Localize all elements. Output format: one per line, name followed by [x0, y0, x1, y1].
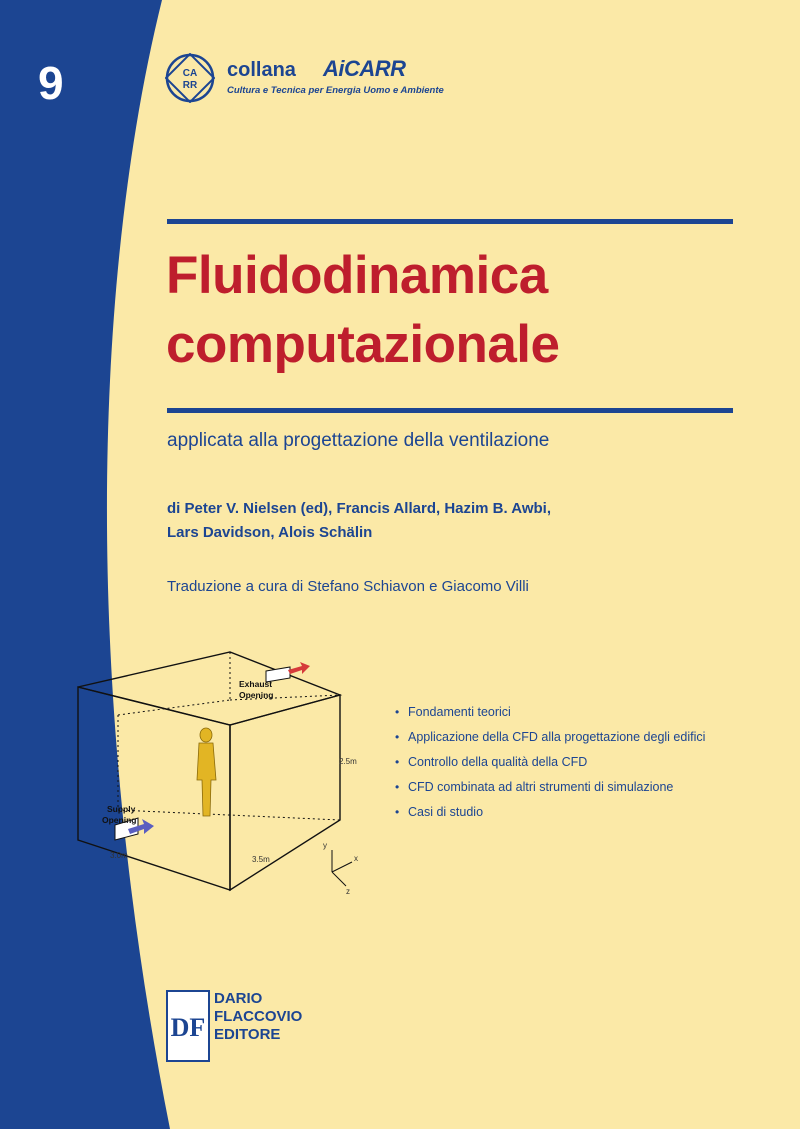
authors-line-2: Lars Davidson, Alois Schälin — [167, 524, 373, 541]
translation-credit: Traduzione a cura di Stefano Schiavon e Giacomo Villi — [167, 578, 529, 595]
list-item: • Applicazione della CFD alla progettazione degli edifici — [395, 725, 705, 750]
list-item: • Fondamenti teorici — [395, 700, 705, 725]
bullet-icon: • — [395, 730, 400, 744]
publisher-logo-icon — [166, 990, 210, 1062]
bullet-icon: • — [395, 755, 400, 769]
exhaust-opening — [266, 662, 310, 682]
svg-text:CA: CA — [182, 68, 198, 79]
bullet-icon: • — [395, 780, 400, 794]
title-line-1: Fluidodinamica — [166, 246, 548, 305]
series-tagline: Cultura e Tecnica per Energia Uomo e Ambiente — [227, 85, 444, 96]
authors — [167, 497, 647, 545]
authors-line-1: di Peter V. Nielsen (ed), Francis Allard, Hazim B. Awbi, — [167, 500, 552, 517]
series-label: collana — [227, 59, 296, 81]
list-item: • CFD combinata ad altri strumenti di simulazione — [395, 775, 705, 800]
height-dimension: 2.5m — [339, 757, 357, 766]
bullet-icon: • — [395, 705, 400, 719]
series-brand-logo: AiCARR — [323, 56, 406, 81]
volume-number: 9 — [38, 57, 64, 109]
axis-z-label: z — [346, 887, 350, 896]
list-item: • Controllo della qualità della CFD — [395, 750, 705, 775]
supply-label-2: Opening — [102, 815, 137, 825]
carr-logo-icon — [165, 53, 215, 103]
room-diagram — [60, 640, 380, 900]
publisher-line-3: EDITORE — [214, 1026, 281, 1043]
svg-text:DF: DF — [170, 1013, 206, 1042]
svg-text:RR: RR — [182, 80, 198, 91]
topics-list — [395, 700, 705, 825]
title-line-2: computazionale — [166, 315, 560, 374]
depth-dimension: 3.0m — [110, 851, 128, 860]
publisher-line-2: FLACCOVIO — [214, 1008, 303, 1025]
exhaust-label-2: Opening — [239, 690, 274, 700]
book-title — [166, 241, 766, 379]
human-figure-icon — [197, 728, 216, 816]
supply-label-1: Supply — [107, 804, 136, 814]
list-item: • Casi di studio — [395, 800, 705, 825]
bottom-title-rule — [167, 408, 733, 413]
top-title-rule — [167, 219, 733, 224]
book-subtitle: applicata alla progettazione della ventilazione — [167, 430, 550, 451]
exhaust-label-1: Exhaust — [239, 679, 273, 689]
bullet-icon: • — [395, 805, 400, 819]
publisher-name — [214, 990, 302, 1044]
axis-y-label: y — [323, 841, 327, 850]
axes-icon — [332, 850, 352, 886]
publisher-line-1: DARIO — [214, 990, 263, 1007]
axis-x-label: x — [354, 854, 358, 863]
width-dimension: 3.5m — [252, 855, 270, 864]
